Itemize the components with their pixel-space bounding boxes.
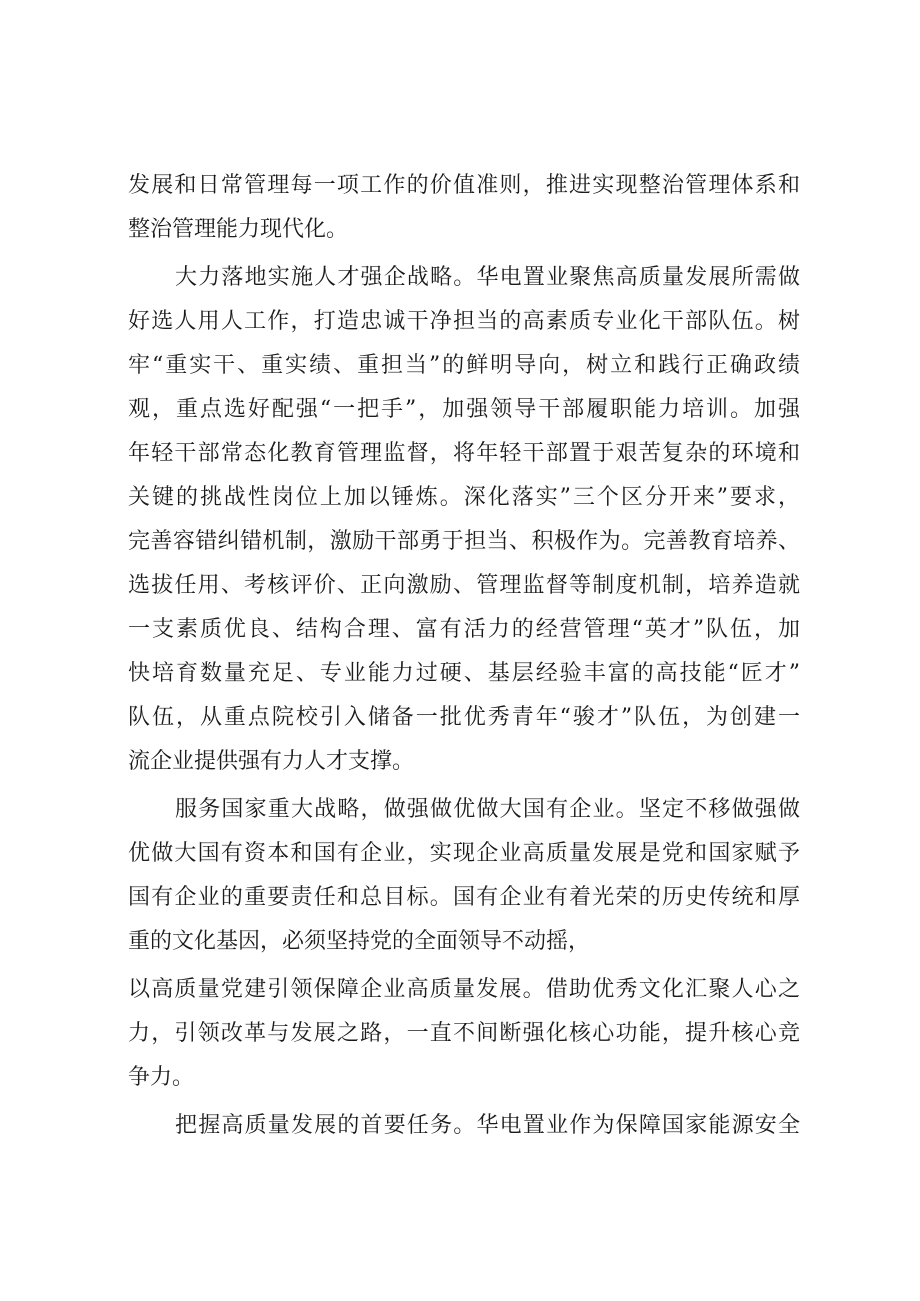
text-line: 国有企业的重要责任和总目标。国有企业有着光荣的历史传统和厚 [128,885,800,910]
text-line: 选拔任用、考核评价、正向激励、管理监督等制度机制，培养造就 [128,573,800,598]
text-line: 关键的挑战性岗位上加以锤炼。深化落实”三个区分开来”要求， [128,485,800,510]
text-line: 力，引领改革与发展之路，一直不间断强化核心功能，提升核心竞 [128,1021,800,1046]
text-line: 牢“重实干、重实绩、重担当”的鲜明导向，树立和践行正确政绩 [128,353,800,378]
text-line: 好选人用人工作，打造忠诚干净担当的高素质专业化干部队伍。树 [128,309,800,334]
text-line: 整治管理能力现代化。 [128,217,349,242]
text-line: 重的文化基因，必须坚持党的全面领导不动摇， [128,929,591,954]
text-line: 发展和日常管理每一项工作的价值准则，推进实现整治管理体系和 [128,173,800,198]
text-line: 把握高质量发展的首要任务。华电置业作为保障国家能源安全 [175,1113,800,1138]
text-line: 以高质量党建引领保障企业高质量发展。借助优秀文化汇聚人心之 [128,977,800,1002]
text-line: 服务国家重大战略，做强做优做大国有企业。坚定不移做强做 [175,797,800,822]
text-line: 快培育数量充足、专业能力过硬、基层经验丰富的高技能“匠才” [128,661,800,686]
text-line: 完善容错纠错机制，激励干部勇于担当、积极作为。完善教育培养、 [128,529,800,554]
text-line: 争力。 [128,1065,195,1090]
text-line: 队伍，从重点院校引入储备一批优秀青年“骏才”队伍，为创建一 [128,705,800,730]
text-line: 年轻干部常态化教育管理监督，将年轻干部置于艰苦复杂的环境和 [128,441,800,466]
text-line: 流企业提供强有力人才支撑。 [128,749,415,774]
text-line: 观，重点选好配强“一把手”，加强领导干部履职能力培训。加强 [128,397,800,422]
text-line: 优做大国有资本和国有企业，实现企业高质量发展是党和国家赋予 [128,841,800,866]
text-line: 一支素质优良、结构合理、富有活力的经营管理“英才”队伍，加 [128,617,800,642]
text-line: 大力落地实施人才强企战略。华电置业聚焦高质量发展所需做 [175,265,800,290]
